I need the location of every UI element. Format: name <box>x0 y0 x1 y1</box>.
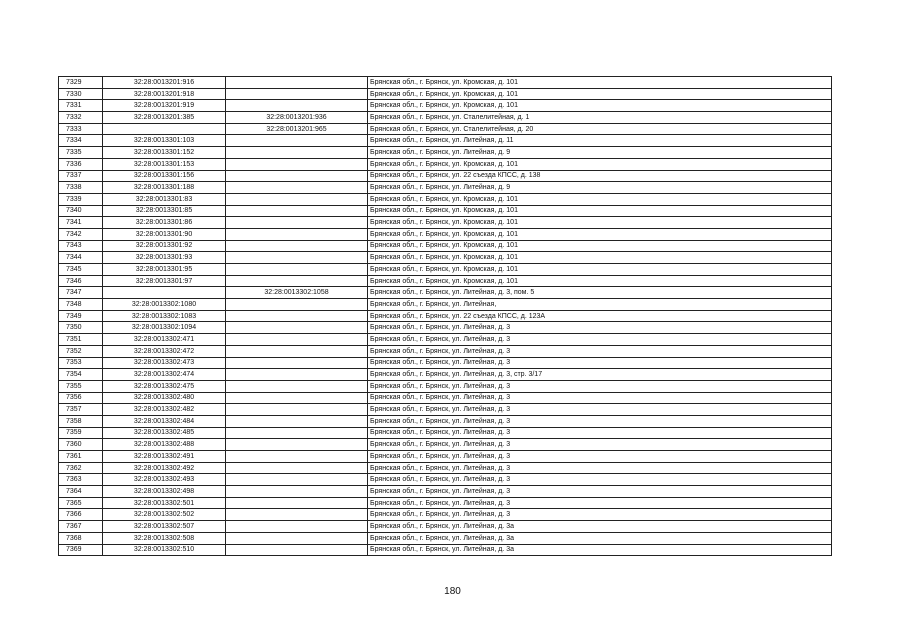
cell-address: Брянская обл., г. Брянск, ул. Литейная, д. 3 <box>368 392 832 404</box>
table-row <box>59 451 832 463</box>
table-row <box>59 193 832 205</box>
cell-cadastral-number <box>103 123 226 135</box>
cell-address: Брянская обл., г. Брянск, ул. Литейная, д. 3 <box>368 427 832 439</box>
cell-row-number: 7366 <box>59 509 103 521</box>
cell-parent-cadastral-number <box>226 252 368 264</box>
cell-row-number: 7346 <box>59 275 103 287</box>
cell-parent-cadastral-number <box>226 415 368 427</box>
cell-row-number: 7332 <box>59 112 103 124</box>
cell-row-number: 7357 <box>59 404 103 416</box>
cell-address: Брянская обл., г. Брянск, ул. Литейная, д. 3 <box>368 451 832 463</box>
cell-address: Брянская обл., г. Брянск, ул. Кромская, д. 101 <box>368 158 832 170</box>
cell-cadastral-number: 32:28:0013301:83 <box>103 193 226 205</box>
table-row <box>59 532 832 544</box>
cell-parent-cadastral-number <box>226 170 368 182</box>
cell-address: Брянская обл., г. Брянск, ул. Литейная, д. 3, пом. 5 <box>368 287 832 299</box>
cell-cadastral-number: 32:28:0013302:485 <box>103 427 226 439</box>
table-row <box>59 240 832 252</box>
cell-cadastral-number: 32:28:0013302:472 <box>103 345 226 357</box>
cell-address: Брянская обл., г. Брянск, ул. Литейная, д. 3 <box>368 474 832 486</box>
cell-row-number: 7365 <box>59 497 103 509</box>
cell-cadastral-number: 32:28:0013301:97 <box>103 275 226 287</box>
table-row <box>59 88 832 100</box>
cell-row-number: 7359 <box>59 427 103 439</box>
cell-address: Брянская обл., г. Брянск, ул. Кромская, д. 101 <box>368 100 832 112</box>
cell-address: Брянская обл., г. Брянск, ул. Литейная, д. 3а <box>368 521 832 533</box>
cell-parent-cadastral-number <box>226 135 368 147</box>
cell-parent-cadastral-number <box>226 509 368 521</box>
cell-row-number: 7338 <box>59 182 103 194</box>
table-row <box>59 158 832 170</box>
table-row <box>59 486 832 498</box>
cell-cadastral-number: 32:28:0013302:508 <box>103 532 226 544</box>
cell-address: Брянская обл., г. Брянск, ул. Литейная, д. 3 <box>368 404 832 416</box>
cell-parent-cadastral-number: 32:28:0013201:965 <box>226 123 368 135</box>
cell-parent-cadastral-number <box>226 217 368 229</box>
property-table <box>58 76 832 556</box>
table-row <box>59 100 832 112</box>
cell-parent-cadastral-number <box>226 77 368 89</box>
cell-parent-cadastral-number <box>226 404 368 416</box>
cell-cadastral-number: 32:28:0013301:156 <box>103 170 226 182</box>
table-row <box>59 509 832 521</box>
cell-row-number: 7342 <box>59 228 103 240</box>
cell-parent-cadastral-number <box>226 521 368 533</box>
cell-address: Брянская обл., г. Брянск, ул. Литейная, д. 9 <box>368 182 832 194</box>
cell-cadastral-number: 32:28:0013301:153 <box>103 158 226 170</box>
cell-row-number: 7364 <box>59 486 103 498</box>
cell-address: Брянская обл., г. Брянск, ул. Литейная, д. 3 <box>368 462 832 474</box>
cell-row-number: 7350 <box>59 322 103 334</box>
cell-row-number: 7339 <box>59 193 103 205</box>
cell-row-number: 7347 <box>59 287 103 299</box>
cell-address: Брянская обл., г. Брянск, ул. Кромская, д. 101 <box>368 264 832 276</box>
table-row <box>59 112 832 124</box>
cell-address: Брянская обл., г. Брянск, ул. Литейная, <box>368 299 832 311</box>
cell-parent-cadastral-number: 32:28:0013302:1058 <box>226 287 368 299</box>
cell-parent-cadastral-number <box>226 345 368 357</box>
cell-row-number: 7333 <box>59 123 103 135</box>
cell-row-number: 7329 <box>59 77 103 89</box>
cell-parent-cadastral-number <box>226 392 368 404</box>
table-row <box>59 392 832 404</box>
cell-parent-cadastral-number <box>226 532 368 544</box>
cell-row-number: 7335 <box>59 147 103 159</box>
cell-cadastral-number: 32:28:0013301:85 <box>103 205 226 217</box>
cell-parent-cadastral-number <box>226 100 368 112</box>
cell-cadastral-number: 32:28:0013302:501 <box>103 497 226 509</box>
cell-parent-cadastral-number <box>226 299 368 311</box>
table-row <box>59 357 832 369</box>
table-row <box>59 252 832 264</box>
cell-cadastral-number: 32:28:0013302:482 <box>103 404 226 416</box>
cell-row-number: 7344 <box>59 252 103 264</box>
table-row <box>59 462 832 474</box>
cell-cadastral-number: 32:28:0013301:90 <box>103 228 226 240</box>
table-row <box>59 322 832 334</box>
table-row <box>59 404 832 416</box>
cell-cadastral-number: 32:28:0013201:918 <box>103 88 226 100</box>
cell-parent-cadastral-number <box>226 544 368 556</box>
cell-cadastral-number: 32:28:0013302:1094 <box>103 322 226 334</box>
cell-cadastral-number: 32:28:0013302:480 <box>103 392 226 404</box>
cell-parent-cadastral-number <box>226 439 368 451</box>
cell-row-number: 7358 <box>59 415 103 427</box>
cell-row-number: 7362 <box>59 462 103 474</box>
cell-row-number: 7368 <box>59 532 103 544</box>
table-row <box>59 380 832 392</box>
cell-address: Брянская обл., г. Брянск, ул. Кромская, д. 101 <box>368 252 832 264</box>
cell-row-number: 7354 <box>59 369 103 381</box>
cell-cadastral-number: 32:28:0013302:1080 <box>103 299 226 311</box>
cell-row-number: 7334 <box>59 135 103 147</box>
table-row <box>59 544 832 556</box>
cell-cadastral-number: 32:28:0013301:86 <box>103 217 226 229</box>
cell-address: Брянская обл., г. Брянск, ул. Сталелитейная, д. 1 <box>368 112 832 124</box>
cell-parent-cadastral-number <box>226 451 368 463</box>
table-row <box>59 415 832 427</box>
cell-row-number: 7360 <box>59 439 103 451</box>
table-row <box>59 77 832 89</box>
cell-address: Брянская обл., г. Брянск, ул. Литейная, д. 11 <box>368 135 832 147</box>
cell-row-number: 7340 <box>59 205 103 217</box>
cell-cadastral-number: 32:28:0013201:385 <box>103 112 226 124</box>
cell-address: Брянская обл., г. Брянск, ул. Литейная, д. 3 <box>368 497 832 509</box>
cell-address: Брянская обл., г. Брянск, ул. Сталелитейная, д. 20 <box>368 123 832 135</box>
cell-parent-cadastral-number <box>226 88 368 100</box>
cell-parent-cadastral-number <box>226 497 368 509</box>
cell-address: Брянская обл., г. Брянск, ул. Кромская, д. 101 <box>368 88 832 100</box>
cell-cadastral-number: 32:28:0013301:103 <box>103 135 226 147</box>
cell-address: Брянская обл., г. Брянск, ул. Литейная, д. 3 <box>368 380 832 392</box>
cell-parent-cadastral-number <box>226 264 368 276</box>
cell-row-number: 7351 <box>59 334 103 346</box>
cell-cadastral-number: 32:28:0013302:473 <box>103 357 226 369</box>
cell-parent-cadastral-number: 32:28:0013201:936 <box>226 112 368 124</box>
table-row <box>59 310 832 322</box>
cell-address: Брянская обл., г. Брянск, ул. Литейная, д. 3 <box>368 345 832 357</box>
table-row <box>59 427 832 439</box>
table-row <box>59 217 832 229</box>
cell-row-number: 7363 <box>59 474 103 486</box>
cell-cadastral-number: 32:28:0013201:919 <box>103 100 226 112</box>
cell-address: Брянская обл., г. Брянск, ул. Литейная, д. 3 <box>368 322 832 334</box>
cell-address: Брянская обл., г. Брянск, ул. 22 съезда КПСС, д. 138 <box>368 170 832 182</box>
table-row <box>59 369 832 381</box>
cell-row-number: 7353 <box>59 357 103 369</box>
cell-cadastral-number: 32:28:0013301:188 <box>103 182 226 194</box>
cell-parent-cadastral-number <box>226 369 368 381</box>
cell-cadastral-number: 32:28:0013302:498 <box>103 486 226 498</box>
cell-cadastral-number: 32:28:0013302:491 <box>103 451 226 463</box>
cell-parent-cadastral-number <box>226 205 368 217</box>
cell-parent-cadastral-number <box>226 275 368 287</box>
table-row <box>59 521 832 533</box>
cell-cadastral-number: 32:28:0013302:507 <box>103 521 226 533</box>
cell-parent-cadastral-number <box>226 158 368 170</box>
table-row <box>59 228 832 240</box>
cell-cadastral-number: 32:28:0013302:492 <box>103 462 226 474</box>
table-row <box>59 287 832 299</box>
cell-parent-cadastral-number <box>226 322 368 334</box>
cell-parent-cadastral-number <box>226 310 368 322</box>
table-row <box>59 474 832 486</box>
cell-cadastral-number: 32:28:0013302:488 <box>103 439 226 451</box>
cell-address: Брянская обл., г. Брянск, ул. Кромская, д. 101 <box>368 77 832 89</box>
table-row <box>59 275 832 287</box>
cell-address: Брянская обл., г. Брянск, ул. Литейная, д. 3 <box>368 509 832 521</box>
table-row <box>59 205 832 217</box>
cell-address: Брянская обл., г. Брянск, ул. Литейная, д. 3 <box>368 357 832 369</box>
cell-row-number: 7367 <box>59 521 103 533</box>
cell-cadastral-number: 32:28:0013302:474 <box>103 369 226 381</box>
cell-parent-cadastral-number <box>226 474 368 486</box>
table-row <box>59 299 832 311</box>
cell-row-number: 7343 <box>59 240 103 252</box>
cell-cadastral-number: 32:28:0013302:471 <box>103 334 226 346</box>
table-row <box>59 123 832 135</box>
cell-cadastral-number: 32:28:0013301:92 <box>103 240 226 252</box>
cell-cadastral-number: 32:28:0013302:475 <box>103 380 226 392</box>
cell-parent-cadastral-number <box>226 193 368 205</box>
table-row <box>59 345 832 357</box>
cell-address: Брянская обл., г. Брянск, ул. Кромская, д. 101 <box>368 205 832 217</box>
cell-cadastral-number <box>103 287 226 299</box>
cell-row-number: 7348 <box>59 299 103 311</box>
table-row <box>59 497 832 509</box>
table-row <box>59 135 832 147</box>
cell-address: Брянская обл., г. Брянск, ул. Литейная, д. 3а <box>368 532 832 544</box>
cell-parent-cadastral-number <box>226 486 368 498</box>
cell-address: Брянская обл., г. Брянск, ул. Кромская, д. 101 <box>368 217 832 229</box>
table-body <box>59 77 832 556</box>
cell-row-number: 7369 <box>59 544 103 556</box>
cell-address: Брянская обл., г. Брянск, ул. Литейная, д. 3, стр. 3/17 <box>368 369 832 381</box>
cell-address: Брянская обл., г. Брянск, ул. Литейная, д. 3 <box>368 486 832 498</box>
cell-parent-cadastral-number <box>226 147 368 159</box>
cell-parent-cadastral-number <box>226 240 368 252</box>
cell-row-number: 7336 <box>59 158 103 170</box>
cell-row-number: 7349 <box>59 310 103 322</box>
cell-row-number: 7331 <box>59 100 103 112</box>
cell-row-number: 7355 <box>59 380 103 392</box>
cell-row-number: 7341 <box>59 217 103 229</box>
table-row <box>59 170 832 182</box>
page-number: 180 <box>444 586 461 597</box>
cell-parent-cadastral-number <box>226 334 368 346</box>
cell-cadastral-number: 32:28:0013302:493 <box>103 474 226 486</box>
cell-address: Брянская обл., г. Брянск, ул. Кромская, д. 101 <box>368 228 832 240</box>
cell-row-number: 7337 <box>59 170 103 182</box>
cell-row-number: 7361 <box>59 451 103 463</box>
cell-cadastral-number: 32:28:0013301:152 <box>103 147 226 159</box>
table-row <box>59 439 832 451</box>
cell-cadastral-number: 32:28:0013301:95 <box>103 264 226 276</box>
cell-row-number: 7345 <box>59 264 103 276</box>
cell-cadastral-number: 32:28:0013201:916 <box>103 77 226 89</box>
cell-cadastral-number: 32:28:0013302:484 <box>103 415 226 427</box>
cell-parent-cadastral-number <box>226 228 368 240</box>
cell-row-number: 7352 <box>59 345 103 357</box>
table-row <box>59 182 832 194</box>
cell-address: Брянская обл., г. Брянск, ул. Кромская, д. 101 <box>368 275 832 287</box>
cell-address: Брянская обл., г. Брянск, ул. Литейная, д. 3 <box>368 439 832 451</box>
cell-cadastral-number: 32:28:0013301:93 <box>103 252 226 264</box>
cell-address: Брянская обл., г. Брянск, ул. Кромская, д. 101 <box>368 193 832 205</box>
cell-parent-cadastral-number <box>226 357 368 369</box>
cell-address: Брянская обл., г. Брянск, ул. Литейная, д. 3 <box>368 334 832 346</box>
cell-parent-cadastral-number <box>226 380 368 392</box>
cell-parent-cadastral-number <box>226 182 368 194</box>
cell-address: Брянская обл., г. Брянск, ул. 22 съезда КПСС, д. 123А <box>368 310 832 322</box>
table-row <box>59 147 832 159</box>
cell-row-number: 7356 <box>59 392 103 404</box>
cell-address: Брянская обл., г. Брянск, ул. Литейная, д. 9 <box>368 147 832 159</box>
cell-address: Брянская обл., г. Брянск, ул. Кромская, д. 101 <box>368 240 832 252</box>
cell-parent-cadastral-number <box>226 462 368 474</box>
cell-cadastral-number: 32:28:0013302:1083 <box>103 310 226 322</box>
cell-parent-cadastral-number <box>226 427 368 439</box>
cell-row-number: 7330 <box>59 88 103 100</box>
cell-cadastral-number: 32:28:0013302:502 <box>103 509 226 521</box>
cell-address: Брянская обл., г. Брянск, ул. Литейная, д. 3а <box>368 544 832 556</box>
cell-address: Брянская обл., г. Брянск, ул. Литейная, д. 3 <box>368 415 832 427</box>
table-row <box>59 264 832 276</box>
cell-cadastral-number: 32:28:0013302:510 <box>103 544 226 556</box>
table-row <box>59 334 832 346</box>
